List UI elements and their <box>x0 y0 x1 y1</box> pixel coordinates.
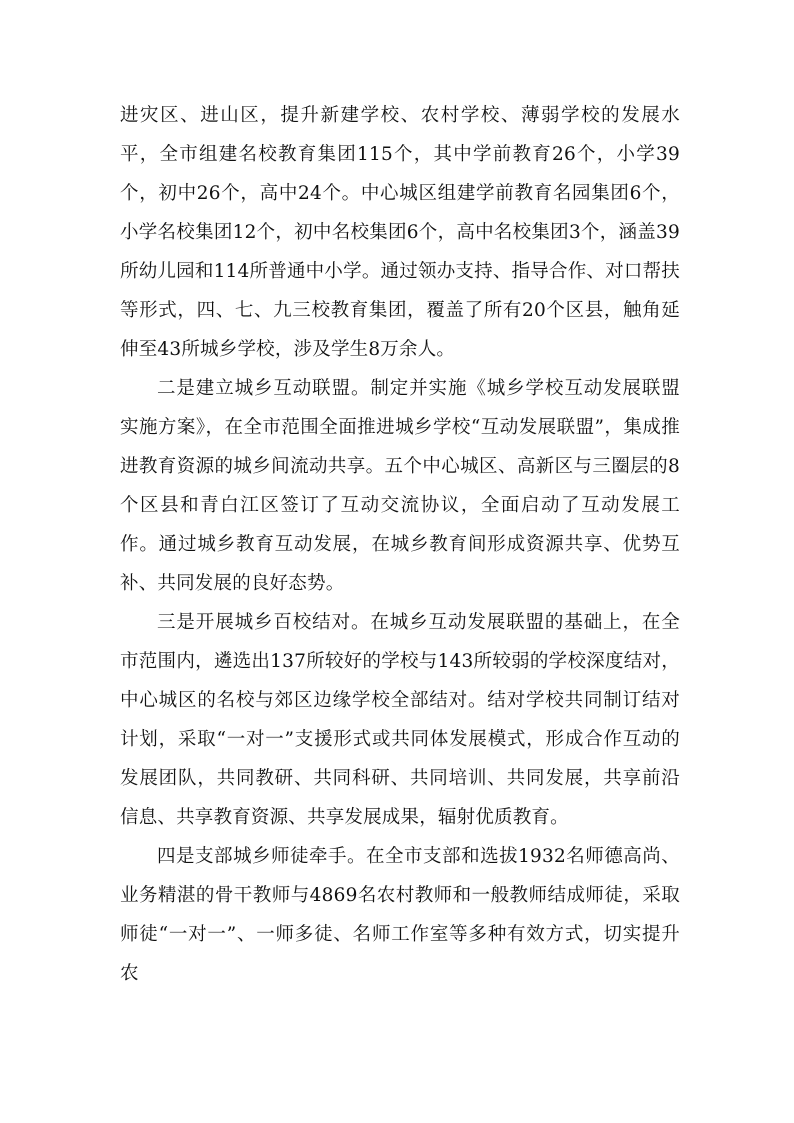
paragraph-3: 三是开展城乡百校结对。在城乡互动发展联盟的基础上，在全市范围内，遴选出137所较好的学校与143所较弱的学校深度结对，中心城区的名校与郊区边缘学校全部结对。结对学校共同制订结对计划，采取“一对一”支援形式或共同体发展模式，形成合作互动的发展团队，共同教研、共同科研、共同培训、共同发展，共享前沿信息、共享教育资源、共享发展成果，辐射优质教育。 <box>120 612 680 828</box>
paragraph-1: 进灾区、进山区，提升新建学校、农村学校、薄弱学校的发展水平，全市组建名校教育集团115个，其中学前教育26个，小学39个，初中26个，高中24个。中心城区组建学前教育名园集团6个，小学名校集团12个，初中名校集团6个，高中名校集团3个，涵盖39所幼儿园和114所普通中小学。通过领办支持、指导合作、对口帮扶等形式，四、七、九三校教育集团，覆盖了所有20个区县，触角延伸至43所城乡学校，涉及学生8万余人。 <box>120 105 680 360</box>
paragraph-4: 四是支部城乡师徒牵手。在全市支部和选拔1932名师德高尚、业务精湛的骨干教师与4869名农村教师和一般教师结成师徒，采取师徒“一对一”、一师多徒、名师工作室等多种有效方式，切实提升农 <box>120 846 680 984</box>
paragraph-2: 二是建立城乡互动联盟。制定并实施《城乡学校互动发展联盟实施方案》，在全市范围全面推进城乡学校“互动发展联盟”，集成推进教育资源的城乡间流动共享。五个中心城区、高新区与三圈层的8个区县和青白江区签订了互动交流协议，全面启动了互动发展工作。通过城乡教育互动发展，在城乡教育间形成资源共享、优势互补、共同发展的良好态势。 <box>120 378 680 594</box>
document-body <box>120 96 680 993</box>
